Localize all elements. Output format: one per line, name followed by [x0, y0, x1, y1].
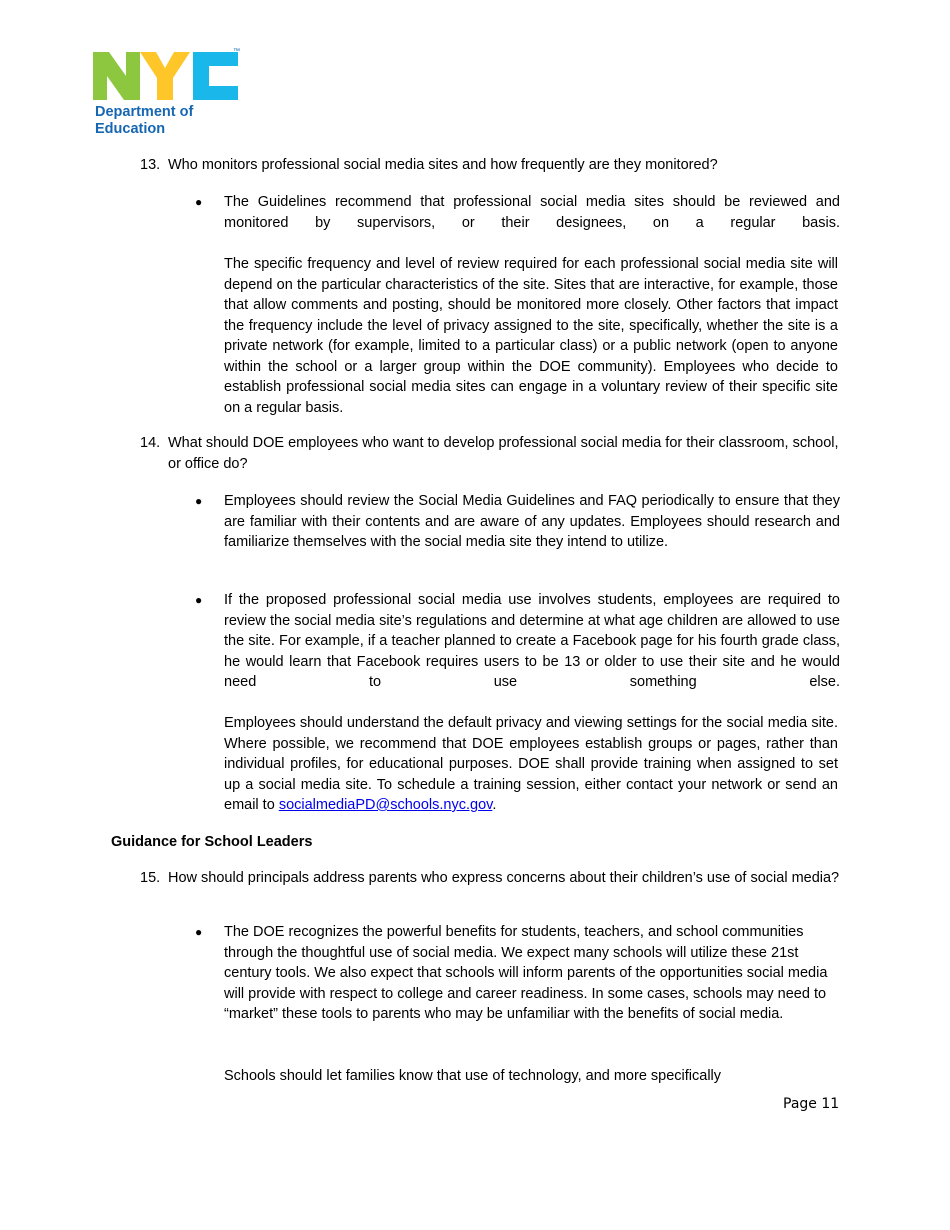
- trademark-symbol: ™: [233, 48, 240, 55]
- logo-text-line2: Education: [95, 121, 166, 137]
- bullet-icon: ●: [195, 925, 203, 939]
- question-text: What should DOE employees who want to develop professional social media for their classroom, school, or office do?: [168, 435, 839, 472]
- question-14: [140, 433, 840, 474]
- email-link[interactable]: socialmediaPD@schools.nyc.gov: [278, 797, 493, 813]
- nyc-logo-mark: [93, 48, 239, 102]
- q13-paragraph: The specific frequency and level of review required for each professional social media site will depend on the particular characteristics of the site. Sites that are interactive, for example, those that allow comments and posting, should be monitored more closely. Other factors that impact the frequency include the level of privacy assigned to the site, specifically, whether the site is a private network (for example, limited to a particular class) or a public network (open to anyone within the school or a larger group within the DOE community). Employees who decide to establish professional social media sites can engage in a voluntary review of their specific site on a regular basis.: [224, 256, 838, 416]
- q14-paragraph: [224, 713, 838, 816]
- q13-bullet-1: [195, 192, 840, 233]
- section-heading: Guidance for School Leaders: [111, 834, 313, 850]
- paragraph-text: Employees should understand the default privacy and viewing settings for the social media site. Where possible, we recommend that DOE employees establish groups or pages, rather than individual profiles, for educational purposes. DOE shall provide training when assigned to set up a social media site. To schedule a training session, either contact your network or send an email to: [224, 715, 838, 813]
- q15-paragraph: Schools should let families know that use of technology, and more specifically: [224, 1068, 722, 1084]
- q14-bullet-2: [195, 590, 840, 693]
- bullet-icon: ●: [195, 195, 203, 209]
- logo-text-line1: Department of: [95, 104, 194, 120]
- q15-bullet-1: [195, 922, 840, 1025]
- question-number: 14.: [140, 435, 161, 451]
- bullet-text: The DOE recognizes the powerful benefits for students, teachers, and school communities through the thoughtful use of social media. We expect many schools will utilize these 21st century tools. We also expect that schools will inform parents of the opportunities social media will provide with respect to college and career readiness. In some cases, schools may need to “market” these tools to parents who may be unfamiliar with the benefits of social media.: [224, 924, 828, 1022]
- bullet-icon: ●: [195, 593, 203, 607]
- paragraph-end: .: [492, 797, 497, 813]
- bullet-text: If the proposed professional social media use involves students, employees are required to review the social media site’s regulations and determine at what age children are allowed to use the site. For example, if a teacher planned to create a Facebook page for his fourth grade class, he would learn that Facebook requires users to be 13 or older to use their site and he would need to use something else.: [224, 592, 840, 690]
- bullet-text: The Guidelines recommend that professional social media sites should be reviewed and monitored by supervisors, or their designees, on a regular basis.: [224, 194, 840, 231]
- question-13: [140, 155, 840, 176]
- nyc-doe-logo: [93, 48, 243, 140]
- page-number: Page 11: [783, 1096, 840, 1112]
- bullet-icon: ●: [195, 494, 203, 508]
- question-number: 15.: [140, 870, 161, 886]
- question-text: Who monitors professional social media sites and how frequently are they monitored?: [168, 157, 718, 173]
- logo-text: [95, 104, 193, 138]
- question-15: [140, 868, 840, 889]
- question-number: 13.: [140, 157, 161, 173]
- q14-bullet-1: [195, 491, 840, 553]
- question-text: How should principals address parents who express concerns about their children’s use of social media?: [168, 870, 840, 886]
- bullet-text: Employees should review the Social Media Guidelines and FAQ periodically to ensure that they are familiar with their contents and are aware of any updates. Employees should research and familiarize themselves with the social media site they intend to utilize.: [224, 493, 840, 550]
